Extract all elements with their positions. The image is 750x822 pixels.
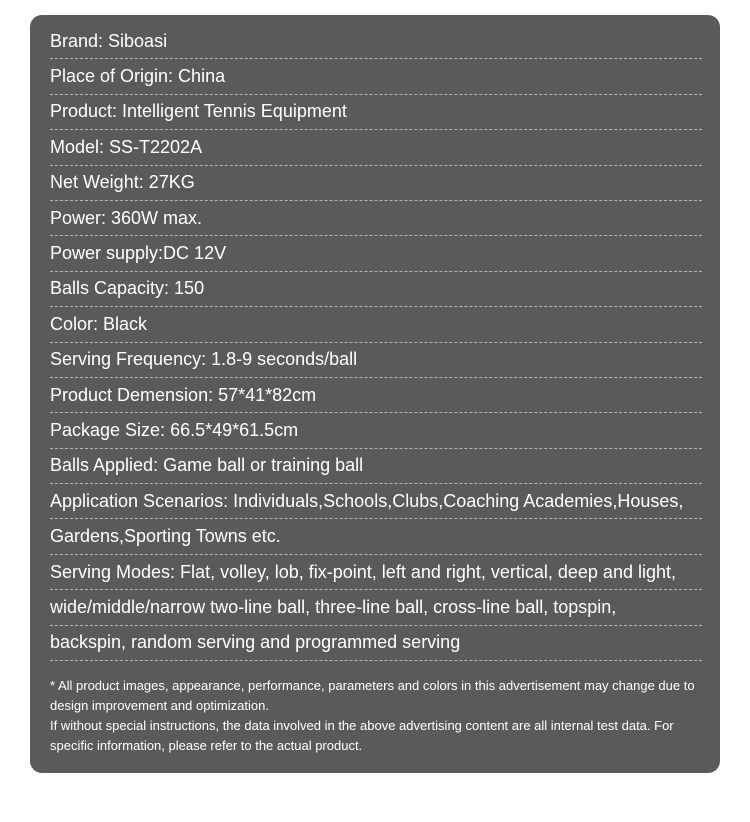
spec-text: Net Weight: 27KG (50, 172, 195, 193)
spec-text: Color: Black (50, 313, 148, 334)
spec-text: Application Scenarios: Individuals,Schools,Clubs,Coaching Academies,Houses, (50, 490, 684, 511)
spec-text: Serving Frequency: 1.8-9 seconds/ball (50, 349, 358, 370)
spec-text: Model: SS-T2202A (50, 136, 203, 157)
spec-row-power-supply (50, 236, 702, 271)
spec-text: Power: 360W max. (50, 207, 203, 228)
spec-row-modes-2 (50, 590, 702, 625)
spec-row-product (50, 95, 702, 130)
spec-row-weight (50, 166, 702, 201)
spec-row-package (50, 413, 702, 448)
spec-text: Product: Intelligent Tennis Equipment (50, 101, 347, 122)
disclaimer-line: If without special instructions, the data involved in the above advertising content are all internal test data. For specific information, please refer to the actual product. (50, 718, 674, 753)
spec-row-modes-1 (50, 555, 702, 590)
spec-row-capacity (50, 272, 702, 307)
spec-text: Balls Capacity: 150 (50, 278, 205, 299)
spec-row-power (50, 201, 702, 236)
spec-row-modes-3 (50, 626, 702, 661)
spec-text: Balls Applied: Game ball or training ball (50, 455, 364, 476)
spec-text: Place of Origin: China (50, 66, 226, 87)
spec-text: wide/middle/narrow two-line ball, three-line ball, cross-line ball, topspin, (50, 596, 617, 617)
spec-row-frequency (50, 343, 702, 378)
spec-row-brand (50, 24, 702, 59)
spec-row-scenarios-1 (50, 484, 702, 519)
spec-text: Package Size: 66.5*49*61.5cm (50, 419, 299, 440)
disclaimer-line: * All product images, appearance, performance, parameters and colors in this advertisement may change due to design improvement and optimization. (50, 678, 695, 713)
spec-text: Serving Modes: Flat, volley, lob, fix-point, left and right, vertical, deep and light, (50, 561, 676, 582)
spec-text: backspin, random serving and programmed serving (50, 632, 461, 653)
spec-row-dimension (50, 378, 702, 413)
spec-row-origin (50, 59, 702, 94)
spec-row-scenarios-2 (50, 519, 702, 554)
spec-row-model (50, 130, 702, 165)
spec-text: Gardens,Sporting Towns etc. (50, 526, 281, 547)
spec-text: Product Demension: 57*41*82cm (50, 384, 317, 405)
spec-row-color (50, 307, 702, 342)
disclaimer (50, 676, 710, 756)
spec-list (50, 24, 702, 661)
spec-text: Power supply:DC 12V (50, 243, 227, 264)
spec-row-balls-applied (50, 449, 702, 484)
spec-text: Brand: Siboasi (50, 30, 168, 51)
